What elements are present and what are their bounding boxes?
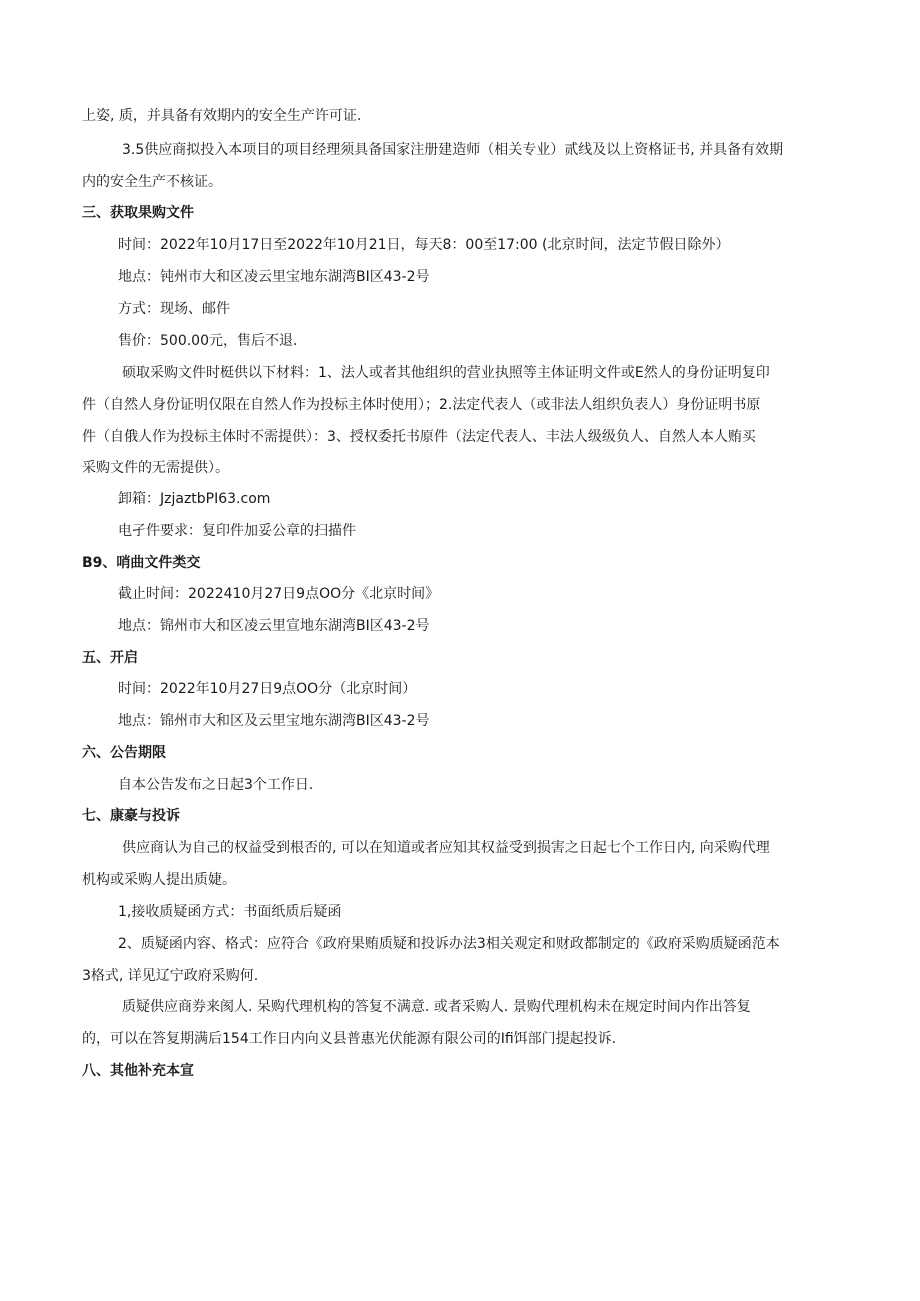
body-text-line: 3.5供应商拟投入本项目的项目经理须具备国家注册建造师（相关专业）贰线及以上资格证书, 并具备有效期 (122, 142, 784, 158)
body-text-line: 2、质疑函内容、格式：应符合《政府果贿质疑和投诉办法3相关观定和财政都制定的《政府采购质疑函范本 (118, 936, 780, 952)
section-heading: 六、公告期限 (82, 745, 166, 761)
body-text-line: 供应商认为自己的权益受到根否的, 可以在知道或者应知其权益受到损害之日起七个工作日内, 向采购代理 (122, 840, 770, 856)
body-text-line: 截止时间：2022410月27日9点OO分《北京时间》 (118, 586, 440, 602)
body-text-line: 时间：2022年10月27日9点OO分（北京时间） (118, 681, 417, 697)
body-text-line: 上姿, 质，并具备有效期内的安全生产许可证. (82, 108, 362, 124)
body-text-line: 硕取采购文件时梃供以下材料：1、法人或者其他组织的营业执照等主体证明文件或E然人的身份证明复印 (122, 365, 770, 381)
body-text-line: 质疑供应商券来阂人. 呆购代理机构的答复不满意. 或者采购人. 景购代理机构未在规定时间内作出答复 (122, 999, 751, 1015)
body-text-line: 时间：2022年10月17日至2022年10月21日，每天8：00至17:00 (北京时间，法定节假日除外） (118, 237, 730, 253)
section-heading: 三、获取果购文件 (82, 205, 194, 221)
body-text-line: 采购文件的无需提供）。 (82, 460, 229, 476)
section-heading: 五、开启 (82, 650, 138, 666)
section-heading: 七、康豪与投诉 (82, 808, 180, 824)
body-text-line: 机构或采购人提出质婕。 (82, 872, 236, 888)
body-text-line: 卸箱：JzjaztbPI63.com (118, 491, 271, 507)
body-text-line: 件（自然人身份证明仅限在自然人作为投标主体时使用）；2.法定代表人（或非法人组织负表人）身份证明书原 (82, 397, 761, 413)
body-text-line: 方式：现场、邮件 (118, 301, 230, 317)
body-text-line: 电孑件要求：复印件加妥公章的扫描件 (118, 523, 356, 539)
body-text-line: 地点：锦州市大和区凌云里宣地东湖湾BI区43-2号 (118, 618, 430, 634)
body-text-line: 的，可以在答复期满后154工作日内向义县普惠光伏能源有限公司的Ifi饵部门提起投诉. (82, 1031, 617, 1047)
body-text-line: 地点：钝州市大和区凌云里宝地东湖湾BI区43-2号 (118, 269, 430, 285)
body-text-line: 内的安全生产不核证。 (82, 174, 222, 190)
section-heading: 八、其他补充本宣 (82, 1063, 194, 1079)
body-text-line: 售价：500.00元，售后不退. (118, 333, 298, 349)
body-text-line: 地点：锦州市大和区及云里宝地东湖湾BI区43-2号 (118, 713, 430, 729)
body-text-line: 件（自俄人作为投标主体时不需提供）：3、授权委托书原件（法定代表人、丰法人级级负人、自然人本人贿买 (82, 429, 756, 445)
section-heading: B9、哨曲文件类交 (82, 555, 201, 571)
body-text-line: 自本公告发布之日起3个工作日. (118, 777, 314, 793)
body-text-line: 3格式, 详见辽宁政府采购何. (82, 968, 259, 984)
body-text-line: 1,接收质疑函方式：书面纸质后疑函 (118, 904, 342, 920)
